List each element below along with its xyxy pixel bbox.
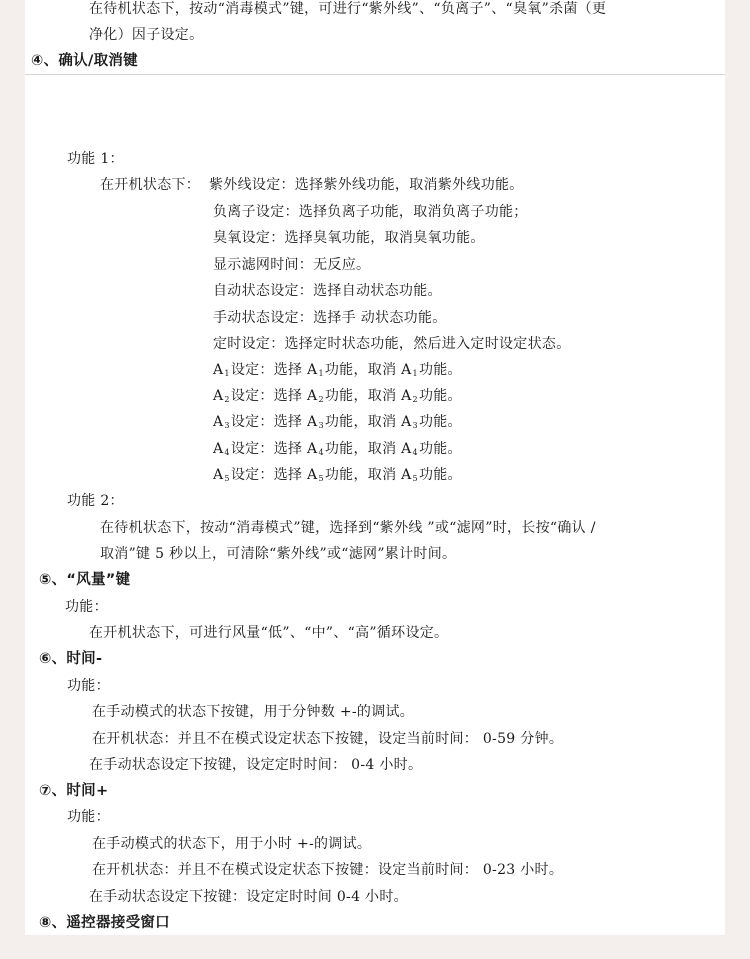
section-8-heading: ⑧、遥控器接受窗口 xyxy=(39,915,170,931)
setting-line: 紫外线设定：选择紫外线功能，取消紫外线功能。 xyxy=(209,177,524,193)
function-line: 在开机状态：并且不在模式设定状态下按键，设定当前时间： 0-59 分钟。 xyxy=(92,731,564,747)
a3-setting-line: $A_3$设定：选择 $A_3$功能，取消 $A_3$功能。 xyxy=(213,414,462,430)
section-7-heading: ⑦、时间+ xyxy=(39,783,109,799)
power-on-intro: 在开机状态下： xyxy=(100,177,201,193)
setting-line: 手动状态设定：选择手 动状态功能。 xyxy=(213,310,447,326)
function-label: 功能： xyxy=(67,809,110,825)
function-1-label: 功能 1： xyxy=(67,151,124,167)
function-line: 在开机状态下，可进行风量“低”、“中”、“高”循环设定。 xyxy=(89,625,449,641)
function-line: 在手动模式的状态下，用于小时 +-的调试。 xyxy=(92,836,372,852)
setting-line: 负离子设定：选择负离子功能，取消负离子功能； xyxy=(213,204,528,220)
setting-line: 自动状态设定：选择自动状态功能。 xyxy=(213,283,442,299)
a2-setting-line: $A_2$设定：选择 $A_2$功能，取消 $A_2$功能。 xyxy=(213,388,462,404)
function-label: 功能： xyxy=(67,678,110,694)
function-2-line: 取消”键 5 秒以上，可清除“紫外线”或“滤网”累计时间。 xyxy=(100,546,457,562)
setting-line: 定时设定：选择定时状态功能，然后进入定时设定状态。 xyxy=(213,336,571,352)
function-line: 在手动状态设定下按键：设定定时时间 0-4 小时。 xyxy=(89,889,408,905)
function-2-label: 功能 2： xyxy=(67,493,124,509)
function-line: 在手动模式的状态下按键，用于分钟数 +-的调试。 xyxy=(92,704,415,720)
function-line: 在手动状态设定下按键，设定定时时间： 0-4 小时。 xyxy=(89,757,423,773)
setting-line: 臭氧设定：选择臭氧功能，取消臭氧功能。 xyxy=(213,230,485,246)
previous-section-text xyxy=(0,0,710,50)
paragraph-line: 净化）因子设定。 xyxy=(89,27,204,43)
paragraph-line: 在待机状态下，按动“消毒模式”键，可进行“紫外线”、“负离子”、“臭氧”杀菌（更 xyxy=(89,1,607,17)
section-4-heading: ④、确认/取消键 xyxy=(31,53,138,69)
a5-setting-line: $A_5$设定：选择 $A_5$功能，取消 $A_5$功能。 xyxy=(213,467,462,483)
a1-setting-line: $A_1$设定：选择 $A_1$功能，取消 $A_1$功能。 xyxy=(213,362,462,378)
function-2-line: 在待机状态下，按动“消毒模式”键，选择到“紫外线 ”或“滤网”时，长按“确认 / xyxy=(100,520,596,536)
function-label: 功能： xyxy=(65,599,108,615)
setting-line: 显示滤网时间：无反应。 xyxy=(213,257,371,273)
a4-setting-line: $A_4$设定：选择 $A_4$功能，取消 $A_4$功能。 xyxy=(213,441,462,457)
section-5-heading: ⑤、“风量”键 xyxy=(39,572,131,588)
section-6-heading: ⑥、时间- xyxy=(39,651,103,667)
function-line: 在开机状态：并且不在模式设定状态下按键：设定当前时间： 0-23 小时。 xyxy=(92,862,564,878)
